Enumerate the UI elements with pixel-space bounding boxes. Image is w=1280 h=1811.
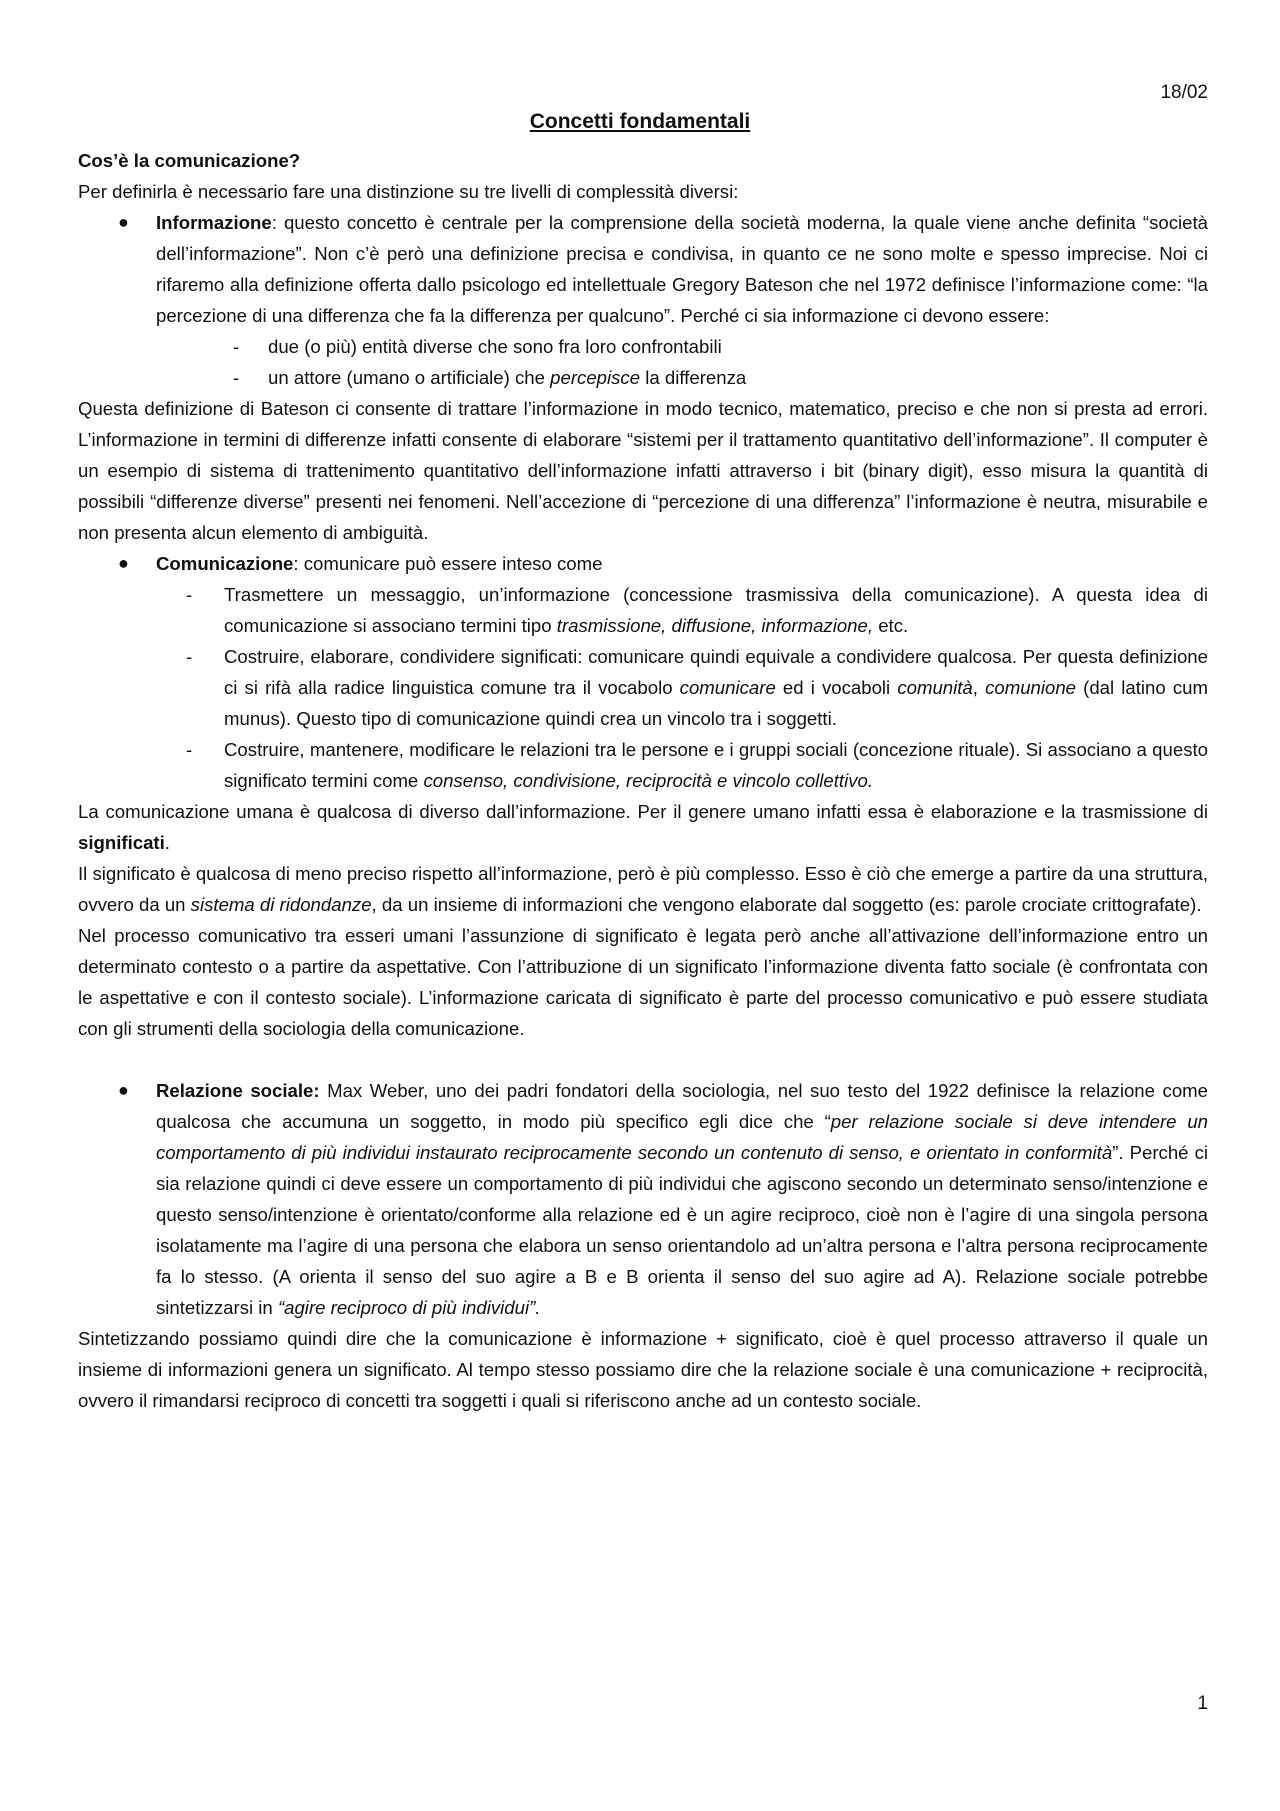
dash-text-italic: percepisce xyxy=(550,367,641,388)
dash-item xyxy=(78,734,1208,796)
question-heading: Cos’è la comunicazione? xyxy=(78,150,301,171)
dash-item xyxy=(78,362,1208,393)
page-title: Concetti fondamentali xyxy=(529,110,751,133)
paragraph-text: , da un insieme di informazioni che vengono elaborate dal soggetto (es: parole crociate crittografate). xyxy=(371,894,1202,915)
dash-text: un attore (umano o artificiale) che xyxy=(268,367,551,388)
term-relazione: Relazione sociale: xyxy=(156,1080,320,1101)
document-body xyxy=(78,145,1208,1416)
dash-text-italic: consenso, condivisione, reciprocità e vincolo collettivo. xyxy=(423,770,874,791)
dash-text-italic: trasmissione, diffusione, informazione, xyxy=(556,615,874,636)
dash-item xyxy=(78,331,1208,362)
dash-text: , xyxy=(972,677,986,698)
dash-item xyxy=(78,641,1208,734)
dash-text: Trasmettere un messaggio, un’informazione (concessione trasmissiva della comunicazione). A questa idea di comunicazione si associano termini tipo xyxy=(224,584,1208,636)
page-number: 1 xyxy=(1197,1693,1208,1714)
info-paragraph: Questa definizione di Bateson ci consente di trattare l’informazione in modo tecnico, matematico, preciso e che non si presta ad errori. L’informazione in termini di differenze infatti consente di elaborare “sistemi per il trattamento quantitativo dell’informazione”. Il computer è un esempio di sistema di trattenimento quantitativo dell’informazione infatti attraverso i bit (binary digit), esso misura la quantità di possibili “differenze diverse” presenti nei fenomeni. Nell’accezione di “percezione di una differenza” l’informazione è neutra, misurabile e non presenta alcun elemento di ambiguità. xyxy=(78,398,1208,543)
dash-icon: - xyxy=(233,367,240,388)
dash-text: (dal latino cum munus). Questo tipo di comunicazione quindi crea un vincolo tra i soggetti. xyxy=(224,677,1208,729)
paragraph-italic: sistema di ridondanze xyxy=(190,894,372,915)
bullet-icon: ● xyxy=(118,212,129,232)
bullet-comunicazione xyxy=(78,548,1208,579)
paragraph-text: La comunicazione umana è qualcosa di diverso dall’informazione. Per il genere umano infatti essa è elaborazione e la trasmissione di xyxy=(78,801,1208,822)
info-text: : questo concetto è centrale per la comprensione della società moderna, la quale viene anche definita “società dell’informazione”. Non c’è però una definizione precisa e condivisa, in quanto ce ne sono molte e spesso imprecise. Noi ci rifaremo alla definizione offerta dallo psicologo ed intellettuale Gregory Bateson che nel 1972 definisce l’informazione come: “la percezione di una differenza che fa la differenza per qualcuno”. Perché ci sia informazione ci devono essere: xyxy=(156,212,1208,326)
dash-icon: - xyxy=(233,336,240,357)
rel-text: ”. Perché ci sia relazione quindi ci deve essere un comportamento di più individui che agiscono secondo un determinato senso/intenzione e questo senso/intenzione è orientato/conforme alla relazione ed è un agire reciproco, cioè non è l’agire di una singola persona isolatamente ma l’agire di una persona che elabora un senso orientandolo ad un’altra persona e l’altra persona reciprocamente fa lo stesso. (A orienta il senso del suo agire a B e B orienta il senso del suo agire ad A). Relazione sociale potrebbe sintetizzarsi in xyxy=(156,1142,1209,1318)
dash-text-italic: comunione xyxy=(985,677,1077,698)
bullet-icon: ● xyxy=(118,553,129,573)
dash-icon: - xyxy=(186,739,193,760)
dash-item xyxy=(78,579,1208,641)
bullet-icon: ● xyxy=(118,1080,129,1100)
com-paragraph: Nel processo comunicativo tra esseri umani l’assunzione di significato è legata però anche all’attivazione dell’informazione entro un determinato contesto o a partire da aspettative. Con l’attribuzione di un significato l’informazione diventa fatto sociale (è confrontata con le aspettative e con il contesto sociale). L’informazione caricata di significato è parte del processo comunicativo e può essere studiata con gli strumenti della sociologia della comunicazione. xyxy=(78,925,1208,1039)
com-paragraph xyxy=(78,796,1208,858)
paragraph-text: Il significato è qualcosa di meno preciso rispetto all’informazione, però è più complesso. Esso è ciò che emerge a partire da una struttura, ovvero da un xyxy=(78,863,1208,915)
dash-text: ed i vocaboli xyxy=(775,677,898,698)
dash-text: due (o più) entità diverse che sono fra loro confrontabili xyxy=(268,336,722,357)
rel-italic: “agire reciproco di più individui”. xyxy=(277,1297,541,1318)
summary-paragraph: Sintetizzando possiamo quindi dire che la comunicazione è informazione + significato, cioè è quel processo attraverso il quale un insieme di informazioni genera un significato. Al tempo stesso possiamo dire che la relazione sociale è una comunicazione + reciprocità, ovvero il rimandarsi reciproco di concetti tra soggetti i quali si riferiscono anche ad un contesto sociale. xyxy=(78,1328,1208,1411)
dash-text-italic: comunicare xyxy=(679,677,776,698)
spacer xyxy=(78,1044,1208,1075)
rel-text: Max Weber, uno dei padri fondatori della sociologia, nel suo testo del 1922 definisce la relazione come qualcosa che accumuna un soggetto, in modo più specifico egli dice che “ xyxy=(156,1080,1208,1132)
intro-line: Per definirla è necessario fare una distinzione su tre livelli di complessità diversi: xyxy=(78,181,739,202)
dash-icon: - xyxy=(186,584,193,605)
dash-text-italic: comunità xyxy=(897,677,973,698)
com-paragraph xyxy=(78,858,1208,920)
paragraph-text: . xyxy=(164,832,170,853)
dash-text: Costruire, elaborare, condividere significati: comunicare quindi equivale a condividere qualcosa. Per questa definizione ci si rifà alla radice linguistica comune tra il vocabolo xyxy=(224,646,1208,698)
term-informazione: Informazione xyxy=(156,212,272,233)
bullet-relazione xyxy=(78,1075,1208,1323)
paragraph-bold: significati xyxy=(78,832,165,853)
com-text: : comunicare può essere inteso come xyxy=(293,553,603,574)
bullet-informazione xyxy=(78,207,1208,331)
dash-text: Costruire, mantenere, modificare le relazioni tra le persone e i gruppi sociali (concezione rituale). Si associano a questo significato termini come xyxy=(224,739,1208,791)
dash-text: etc. xyxy=(873,615,909,636)
rel-italic: per relazione sociale si deve intendere un comportamento di più individui instaurato reciprocamente secondo un contenuto di senso, e orientato in conformità xyxy=(156,1111,1208,1163)
dash-icon: - xyxy=(186,646,193,667)
term-comunicazione: Comunicazione xyxy=(156,553,294,574)
dash-text: la differenza xyxy=(640,367,747,388)
date: 18/02 xyxy=(1160,82,1208,103)
